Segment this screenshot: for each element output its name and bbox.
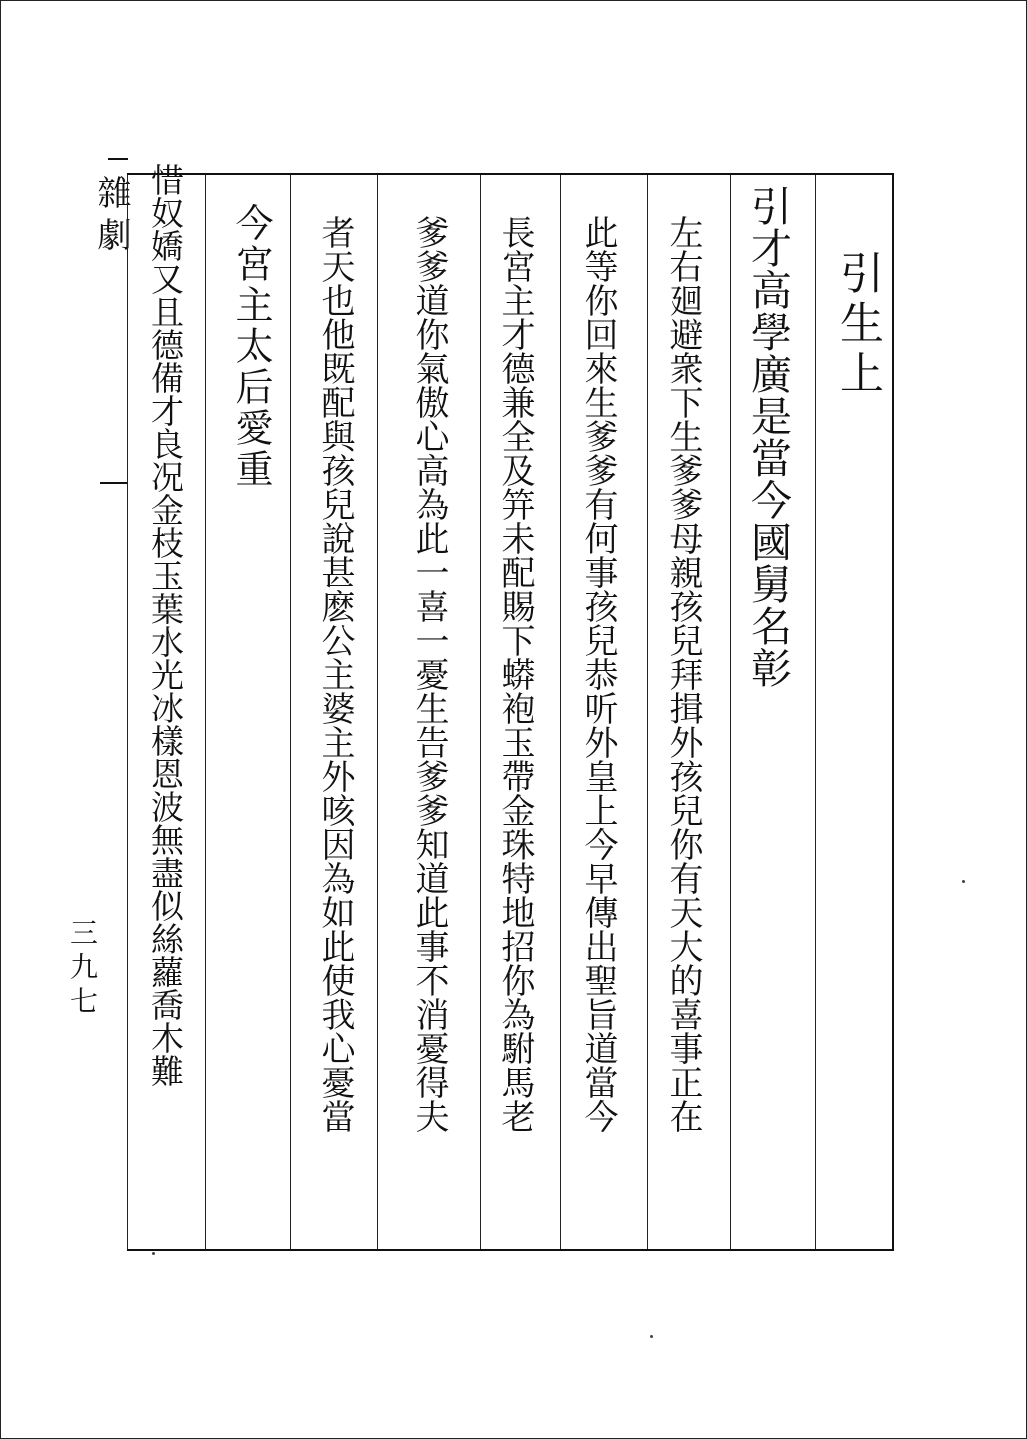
text-column-5: 長宮主才德兼全及笄未配賜下蟒袍玉帶金珠特地招你為駙馬老 — [495, 215, 535, 1133]
ink-speck — [962, 880, 965, 883]
column-rule — [127, 175, 128, 1249]
text-column-3: 左右廻避衆下生爹爹母親孩兒拜揖外孩兒你有天大的喜事正在 — [663, 215, 703, 1133]
column-rule — [290, 175, 291, 1249]
page-number: 三九七 — [66, 918, 99, 1020]
text-panel — [127, 163, 894, 1251]
text-column-1: 引生上 — [832, 250, 883, 400]
text-column-9: 惜奴嬌又且德備才良况金枝玉葉水光冰樣恩波無盡似絲蘿喬木難 — [146, 163, 185, 1087]
spine-title: 雜劇 — [91, 175, 131, 259]
margin-fold-rule — [100, 482, 128, 484]
text-column-7: 者天也他既配與孩兒說甚麽公主婆主外咳因為如此使我心憂當 — [315, 215, 355, 1133]
text-column-4: 此等你回來生爹爹有何事孩兒恭听外皇上今早傳出聖旨道當今 — [578, 215, 618, 1133]
ink-speck — [650, 1335, 653, 1338]
column-rule — [205, 175, 206, 1249]
column-rule — [377, 175, 378, 1249]
ink-speck — [152, 1252, 155, 1255]
margin-head-rule — [108, 158, 128, 160]
text-column-6: 爹爹道你氣傲心高為此一喜一憂生告爹爹知道此事不消憂得夫 — [409, 215, 449, 1133]
text-column-2: 引才高學廣是當今國舅名彰 — [744, 185, 792, 689]
column-rule — [730, 175, 731, 1249]
column-rule — [480, 175, 481, 1249]
column-rule — [560, 175, 561, 1249]
text-column-8: 今宮主太后愛重 — [229, 203, 273, 490]
column-rule — [815, 175, 816, 1249]
column-rule — [647, 175, 648, 1249]
